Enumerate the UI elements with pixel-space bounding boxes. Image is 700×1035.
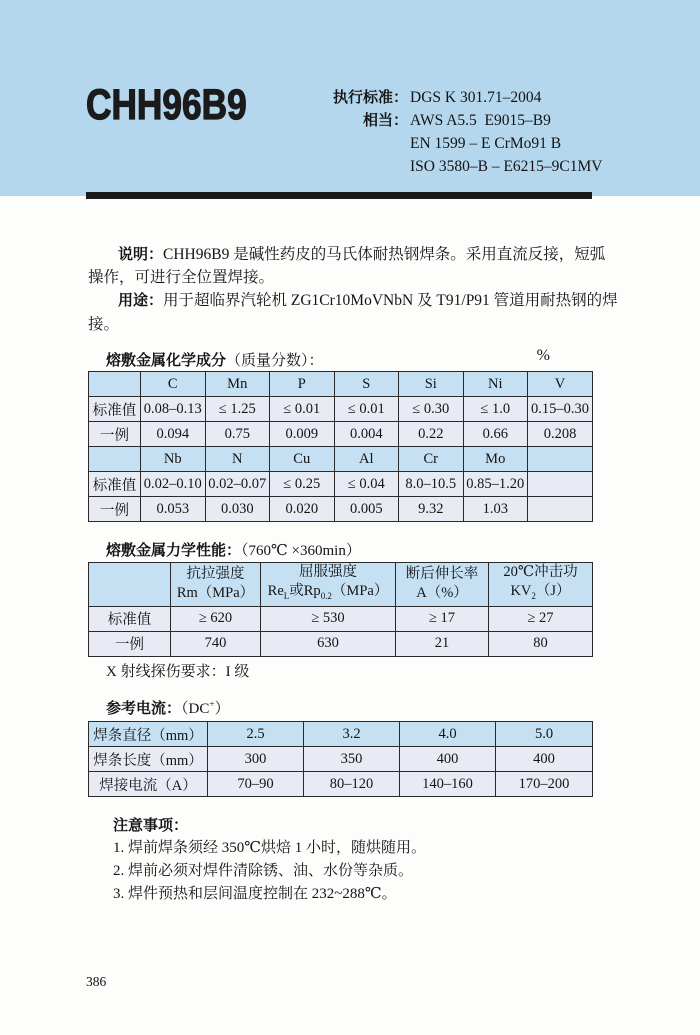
table-cell: ≥ 17 [396, 606, 489, 631]
description-line [88, 266, 633, 289]
table-header-cell [89, 372, 141, 397]
table-cell: ≤ 0.04 [334, 472, 399, 497]
table-header-cell: N [205, 447, 270, 472]
description-line [88, 313, 633, 336]
xray-note: X 射线探伤要求：I 级 [106, 664, 250, 680]
chem-header-row [89, 447, 593, 472]
table-cell: 140–160 [400, 772, 496, 797]
product-code: CHH96B9 [86, 81, 247, 129]
current-amperage-row [89, 772, 593, 797]
description-text: 操作，可进行全位置焊接。 [88, 269, 275, 287]
table-header-cell: Cr [399, 447, 464, 472]
table-header-cell [89, 447, 141, 472]
standard-label: 执行标准： [332, 89, 408, 106]
table-cell: 1.03 [463, 497, 528, 522]
chem-table [88, 371, 593, 522]
standard-value: ISO 3580–B – E6215–9C1MV [410, 158, 603, 175]
standard-row [318, 132, 602, 155]
table-cell: 0.15–0.30 [528, 397, 593, 422]
chem-section-title: 熔敷金属化学成分（质量分数）： [106, 352, 324, 369]
page-number: 386 [86, 974, 107, 989]
table-cell [528, 472, 593, 497]
table-cell: 0.005 [334, 497, 399, 522]
standard-label [318, 132, 408, 155]
standard-label [318, 155, 408, 178]
note-item: 2. 焊前必须对焊件清除锈、油、水份等杂质。 [113, 863, 414, 879]
table-cell: ≤ 1.0 [463, 397, 528, 422]
row-label-cell: 标准值 [89, 472, 141, 497]
table-header-cell: S [334, 372, 399, 397]
percent-unit: % [536, 347, 550, 364]
row-label-cell: 焊条长度（mm） [89, 747, 208, 772]
table-cell: 0.004 [334, 422, 399, 447]
mech-example-row [89, 631, 593, 656]
table-cell: ≤ 0.25 [270, 472, 335, 497]
table-header-cell: Si [399, 372, 464, 397]
row-label-cell: 一例 [89, 422, 141, 447]
description-line [88, 243, 633, 266]
table-cell: ≥ 27 [489, 606, 593, 631]
table-cell: 350 [304, 747, 400, 772]
table-cell: 0.22 [399, 422, 464, 447]
table-cell: 21 [396, 631, 489, 656]
table-header-cell: 20℃冲击功 $KV_2(J)$ [489, 563, 593, 607]
standard-row [318, 86, 602, 109]
table-cell: 170–200 [496, 772, 593, 797]
row-label-cell: 标准值 [89, 397, 141, 422]
standard-row [318, 155, 602, 178]
table-cell: 400 [496, 747, 593, 772]
table-cell: 70–90 [208, 772, 304, 797]
table-cell: 630 [261, 631, 396, 656]
table-header-cell [89, 563, 171, 607]
table-cell: 0.66 [463, 422, 528, 447]
table-cell: 9.32 [399, 497, 464, 522]
table-header-cell: 屈服强度 $Re_L$或$Rp_{0.2}(MPa)$ [261, 563, 396, 607]
table-cell: 300 [208, 747, 304, 772]
description-label: 用途： [118, 292, 164, 310]
table-cell: 0.020 [270, 497, 335, 522]
mech-section-title: 熔敷金属力学性能：（760℃ ×360min） [106, 542, 361, 559]
table-cell: 0.053 [141, 497, 206, 522]
chem-header-row [89, 372, 593, 397]
table-header-cell: Mn [205, 372, 270, 397]
standard-value: AWS A5.5 E9015–B9 [410, 112, 551, 129]
table-header-cell: 抗拉强度 Rm（MPa） [171, 563, 261, 607]
row-label-cell: 焊接电流（A） [89, 772, 208, 797]
table-cell: 740 [171, 631, 261, 656]
table-cell: ≤ 0.01 [334, 397, 399, 422]
header-banner [0, 0, 700, 196]
notes-title: 注意事项： [113, 817, 189, 834]
table-cell: 0.009 [270, 422, 335, 447]
table-cell: ≥ 530 [261, 606, 396, 631]
table-header-cell: 5.0 [496, 722, 593, 747]
table-cell: 0.85–1.20 [463, 472, 528, 497]
table-cell: 0.02–0.10 [141, 472, 206, 497]
table-cell: 0.094 [141, 422, 206, 447]
table-header-cell: 2.5 [208, 722, 304, 747]
row-label-cell: 标准值 [89, 606, 171, 631]
table-cell: ≤ 1.25 [205, 397, 270, 422]
chem-title-suffix: （质量分数）： [226, 353, 324, 369]
standards-block [318, 86, 602, 178]
note-item: 3. 焊件预热和层间温度控制在 232~288℃。 [113, 886, 397, 902]
current-length-row [89, 747, 593, 772]
mech-header-row [89, 563, 593, 607]
description-text: 用于超临界汽轮机 ZG1Cr10MoVNbN 及 T91/P91 管道用耐热钢的焊 [163, 292, 618, 310]
table-header-cell: Al [334, 447, 399, 472]
table-header-cell: C [141, 372, 206, 397]
table-cell: ≤ 0.01 [270, 397, 335, 422]
current-condition: （DC+） [181, 700, 230, 717]
table-cell: 0.75 [205, 422, 270, 447]
table-header-cell: Nb [141, 447, 206, 472]
mech-table [88, 562, 593, 657]
description-text: CHH96B9 是碱性药皮的马氏体耐热钢焊条。采用直流反接，短弧 [163, 246, 606, 263]
table-header-cell: V [528, 372, 593, 397]
table-cell: 80–120 [304, 772, 400, 797]
description [88, 243, 633, 336]
table-cell: 0.02–0.07 [205, 472, 270, 497]
note-item: 1. 焊前焊条须经 350℃烘焙 1 小时，随烘随用。 [113, 840, 427, 856]
table-header-cell: 断后伸长率 A（%） [396, 563, 489, 607]
standard-value: DGS K 301.71–2004 [410, 89, 542, 106]
standard-value: EN 1599 – E CrMo91 B [410, 135, 562, 152]
current-section-title: 参考电流：（DC+） [106, 700, 230, 717]
chem-standard-row [89, 472, 593, 497]
row-label-cell: 一例 [89, 631, 171, 656]
description-text: 接。 [88, 315, 120, 333]
table-cell: 0.08–0.13 [141, 397, 206, 422]
table-cell: ≥ 620 [171, 606, 261, 631]
table-header-cell [528, 447, 593, 472]
table-cell: 80 [489, 631, 593, 656]
table-header-cell: Ni [463, 372, 528, 397]
current-table [88, 721, 593, 797]
row-label-cell: 一例 [89, 497, 141, 522]
table-cell: 0.030 [205, 497, 270, 522]
chem-standard-row [89, 397, 593, 422]
table-header-cell: P [270, 372, 335, 397]
standard-row [318, 109, 602, 132]
description-label: 说明： [118, 246, 164, 263]
mech-standard-row [89, 606, 593, 631]
chem-example-row [89, 497, 593, 522]
table-header-cell: Cu [270, 447, 335, 472]
table-cell: 0.208 [528, 422, 593, 447]
table-header-cell: 3.2 [304, 722, 400, 747]
mech-condition: （760℃ ×360min） [241, 543, 361, 559]
table-header-cell: 4.0 [400, 722, 496, 747]
current-diameter-row [89, 722, 593, 747]
table-cell: 8.0–10.5 [399, 472, 464, 497]
notes-section [113, 814, 426, 906]
table-header-cell: Mo [463, 447, 528, 472]
description-line [88, 289, 633, 312]
table-cell: ≤ 0.30 [399, 397, 464, 422]
divider-bar [86, 192, 592, 199]
standard-label: 相当： [362, 112, 408, 129]
table-cell: 400 [400, 747, 496, 772]
table-cell [528, 497, 593, 522]
row-label-cell: 焊条直径（mm） [89, 722, 208, 747]
chem-example-row [89, 422, 593, 447]
